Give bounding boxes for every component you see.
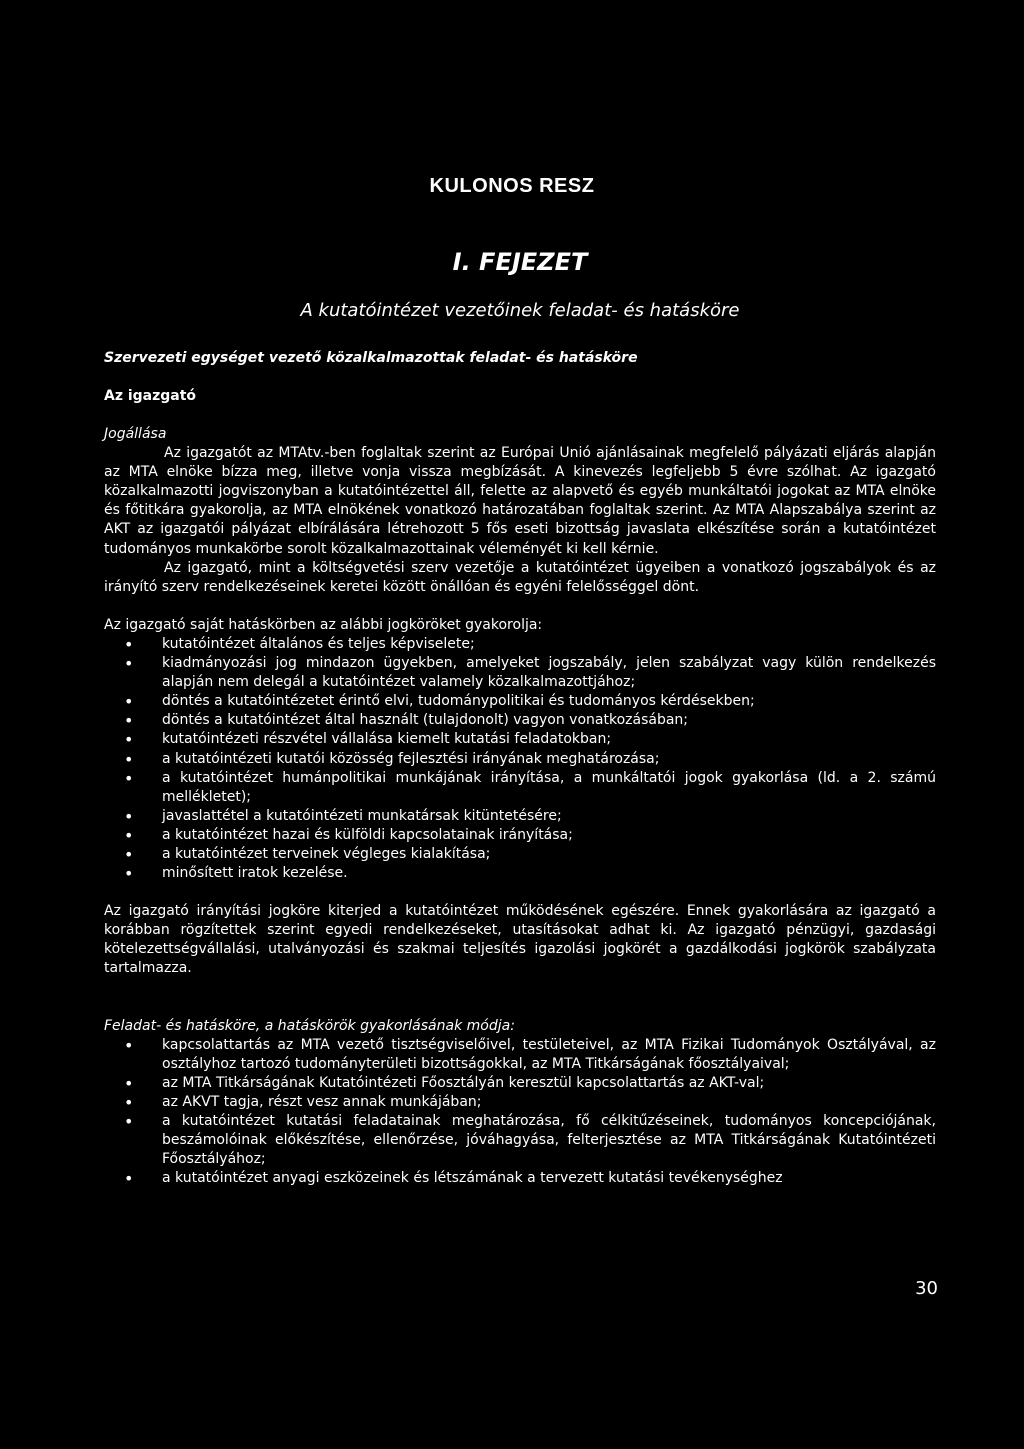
list-item: • javaslattétel a kutatóintézeti munkatársak kitüntetésére; (104, 807, 936, 826)
role-heading: Az igazgató (104, 388, 197, 404)
list-item: • kiadmányozási jog mindazon ügyekben, amelyeket jogszabály, jelen szabályzat vagy külön rendelkezés alapján nem delegál a kutatóintézet valamely közalkalmazottjához; (104, 654, 936, 692)
list-item: • döntés a kutatóintézet által használt (tulajdonolt) vagyon vonatkozásában; (104, 711, 936, 730)
legal-status-paragraph-2: Az igazgató, mint a költségvetési szerv vezetője a kutatóintézet ügyeiben a vonatkozó jogszabályok és az irányító szerv rendelkezéseinek keretei között önállóan és egyéni felelősséggel dönt. (104, 559, 936, 595)
document-body (104, 425, 936, 1188)
powers-list (104, 635, 936, 883)
list-item: • az MTA Titkárságának Kutatóintézeti Főosztályán keresztül kapcsolattartás az AKT-val; (104, 1074, 936, 1093)
list-item: • minősített iratok kezelése. (104, 864, 936, 883)
page-number: 30 (915, 1278, 938, 1299)
list-item: • a kutatóintézeti kutatói közösség fejlesztési irányának meghatározása; (104, 750, 936, 769)
legal-status-paragraph-1: Az igazgatót az MTAtv.-ben foglaltak szerint az Európai Unió ajánlásainak megfelelő pályázati eljárás alapján az MTA elnöke bízza meg, illetve vonja vissza megbízását. A kinevezés legfeljebb 5 évre szólhat. Az igazgató közalkalmazotti jogviszonyban a kutatóintézettel áll, felette az alapvető és egyéb munkáltatói jogokat az MTA elnöke és főtitkára gyakorolja, az MTA elnökének vonatkozó határozatában foglaltak szerint. Az MTA Alapszabálya szerint az AKT az igazgatói pályázat elbírálására létrehozott 5 fős eseti bizottság javaslata elkészítése során a kutatóintézet tudományos munkakörbe sorolt közalkalmazottainak véleményét ki kell kérnie. (104, 445, 936, 557)
powers-intro: Az igazgató saját hatáskörben az alábbi jogköröket gyakorolja: (104, 616, 543, 633)
list-item: • kapcsolattartás az MTA vezető tisztségviselőivel, testületeivel, az MTA Fizikai Tudományok Osztályával, az osztályhoz tartozó tudományterületi bizottságokkal, az MTA Titkárságának főosztályaival; (104, 1036, 936, 1074)
list-item: • a kutatóintézet hazai és külföldi kapcsolatainak irányítása; (104, 826, 936, 845)
list-item: • a kutatóintézet terveinek végleges kialakítása; (104, 845, 936, 864)
section-heading: Szervezeti egységet vezető közalkalmazottak feladat- és hatásköre (104, 350, 638, 366)
list-item: • kutatóintézeti részvétel vállalása kiemelt kutatási feladatokban; (104, 730, 936, 749)
legal-status-label: Jogállása (104, 426, 167, 442)
list-item: • az AKVT tagja, részt vesz annak munkájában; (104, 1093, 936, 1112)
exercise-list (104, 1036, 936, 1189)
exercise-label: Feladat- és hatásköre, a hatáskörök gyakorlásának módja: (104, 1017, 515, 1034)
list-item: • a kutatóintézet kutatási feladatainak meghatározása, fő célkitűzéseinek, tudományos koncepciójának, beszámolóinak előkészítése, ellenőrzése, jóváhagyása, felterjesztése az MTA Titkárságának Kutatóintézeti Főosztályához; (104, 1112, 936, 1169)
list-item: • a kutatóintézet humánpolitikai munkájának irányítása, a munkáltatói jogok gyakorlása (ld. a 2. számú mellékletet); (104, 769, 936, 807)
powers-closing: Az igazgató irányítási jogköre kiterjed a kutatóintézet működésének egészére. Ennek gyakorlására az igazgató a korábban rögzítettek szerint egyedi rendelkezéseket, utasításokat adhat ki. Az igazgató pénzügyi, gazdasági kötelezettségvállalási, utalványozási és szakmai teljesítés igazolási jogkörét a gazdálkodási jogkörök szabályzata tartalmazza. (104, 903, 936, 977)
main-heading: KULONOS RESZ (429, 175, 595, 197)
list-item: • kutatóintézet általános és teljes képviselete; (104, 635, 936, 654)
chapter-heading: I. FEJEZET (452, 248, 588, 276)
list-item: • döntés a kutatóintézetet érintő elvi, tudománypolitikai és tudományos kérdésekben; (104, 692, 936, 711)
chapter-subtitle: A kutatóintézet vezetőinek feladat- és hatásköre (300, 300, 740, 321)
list-item: • a kutatóintézet anyagi eszközeinek és létszámának a tervezett kutatási tevékenységhez (104, 1169, 936, 1188)
